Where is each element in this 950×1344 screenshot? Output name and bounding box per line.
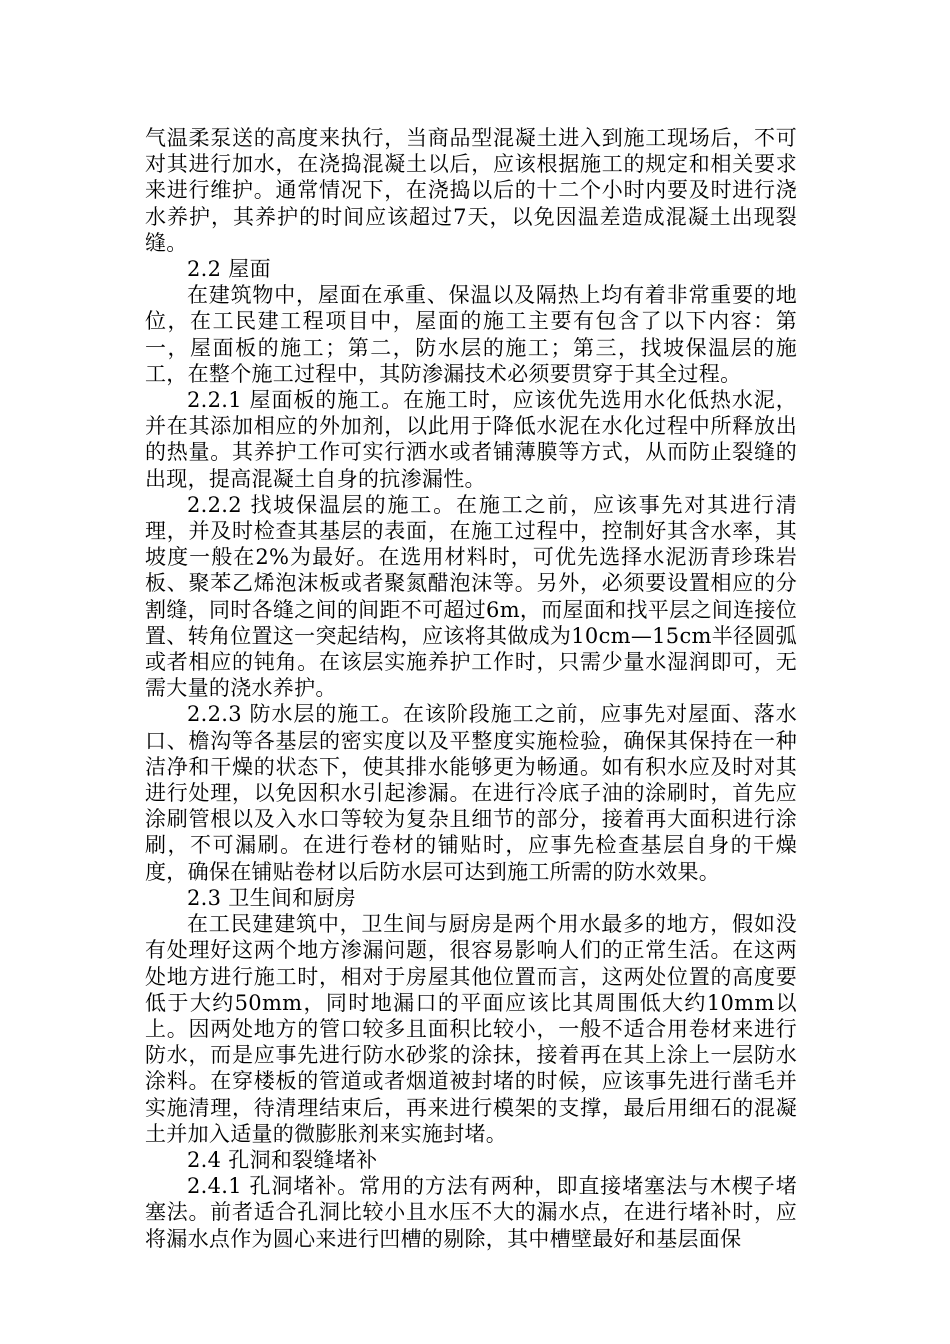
paragraph-continuation: 气温柔泵送的高度来执行，当商品型混凝土进入到施工现场后，不可对其进行加水，在浇捣混凝土以后，应该根据施工的规定和相关要求来进行维护。通常情况下，在浇捣以后的十二个小时内要及时进行浇水养护，其养护的时间应该超过7天，以免因温差造成混凝土出现裂缝。 bbox=[145, 126, 797, 255]
heading-2-2-roof: 2.2 屋面 bbox=[187, 257, 271, 282]
document-page bbox=[145, 125, 797, 1252]
paragraph-2-2-1-roof-slab: 2.2.1 屋面板的施工。在施工时，应该优先选用水化低热水泥，并在其添加相应的外加剂，以此用于降低水泥在水化过程中所释放出的热量。其养护工作可实行洒水或者铺薄膜等方式，从而防止裂缝的出现，提高混凝土自身的抗渗漏性。 bbox=[145, 388, 797, 491]
paragraph-2-4-1-hole-repair: 2.4.1 孔洞堵补。常用的方法有两种，即直接堵塞法与木楔子堵塞法。前者适合孔洞比较小且水压不大的漏水点，在进行堵补时，应将漏水点作为圆心来进行凹槽的剔除，其中槽壁最好和基层面保 bbox=[145, 1174, 797, 1251]
paragraph-2-2-3-waterproof-layer: 2.2.3 防水层的施工。在该阶段施工之前，应事先对屋面、落水口、檐沟等各基层的密实度以及平整度实施检验，确保其保持在一种洁净和干燥的状态下，使其排水能够更为畅通。如有积水应及时对其进行处理，以免因积水引起渗漏。在进行冷底子油的涂刷时，首先应涂刷管根以及入水口等较为复杂且细节的部分，接着再大面积进行涂刷，不可漏刷。在进行卷材的铺贴时，应事先检查基层自身的干燥度，确保在铺贴卷材以后防水层可达到施工所需的防水效果。 bbox=[145, 702, 797, 884]
heading-2-3-bathroom-kitchen: 2.3 卫生间和厨房 bbox=[187, 885, 357, 910]
paragraph-2-2-2-insulation-layer: 2.2.2 找坡保温层的施工。在施工之前，应该事先对其进行清理，并及时检查其基层的表面，在施工过程中，控制好其含水率，其坡度一般在2%为最好。在选用材料时，可优先选择水泥沥青珍珠岩板、聚苯乙烯泡沫板或者聚氮醋泡沫等。另外，必须要设置相应的分割缝，同时各缝之间的间距不可超过6m，而屋面和找平层之间连接位置、转角位置这一突起结构，应该将其做成为10cm—15cm半径圆弧或者相应的钝角。在该层实施养护工作时，只需少量水湿润即可，无需大量的浇水养护。 bbox=[145, 492, 797, 701]
heading-2-4-holes-cracks: 2.4 孔洞和裂缝堵补 bbox=[187, 1147, 378, 1172]
paragraph-bathroom-kitchen: 在工民建建筑中，卫生间与厨房是两个用水最多的地方，假如没有处理好这两个地方渗漏问题，很容易影响人们的正常生活。在这两处地方进行施工时，相对于房屋其他位置而言，这两处位置的高度要低于大约50mm，同时地漏口的平面应该比其周围低大约10mm以上。因两处地方的管口较多且面积比较小，一般不适合用卷材来进行防水，而是应事先进行防水砂浆的涂抹，接着再在其上涂上一层防水涂料。在穿楼板的管道或者烟道被封堵的时候，应该事先进行凿毛并实施清理，待清理结束后，再来进行模架的支撑，最后用细石的混凝土并加入适量的微膨胀剂来实施封堵。 bbox=[145, 912, 797, 1146]
paragraph-roof-intro: 在建筑物中，屋面在承重、保温以及隔热上均有着非常重要的地位，在工民建工程项目中，屋面的施工主要有包含了以下内容：第一，屋面板的施工；第二，防水层的施工；第三，找坡保温层的施工，在整个施工过程中，其防渗漏技术必须要贯穿于其全过程。 bbox=[145, 283, 797, 386]
